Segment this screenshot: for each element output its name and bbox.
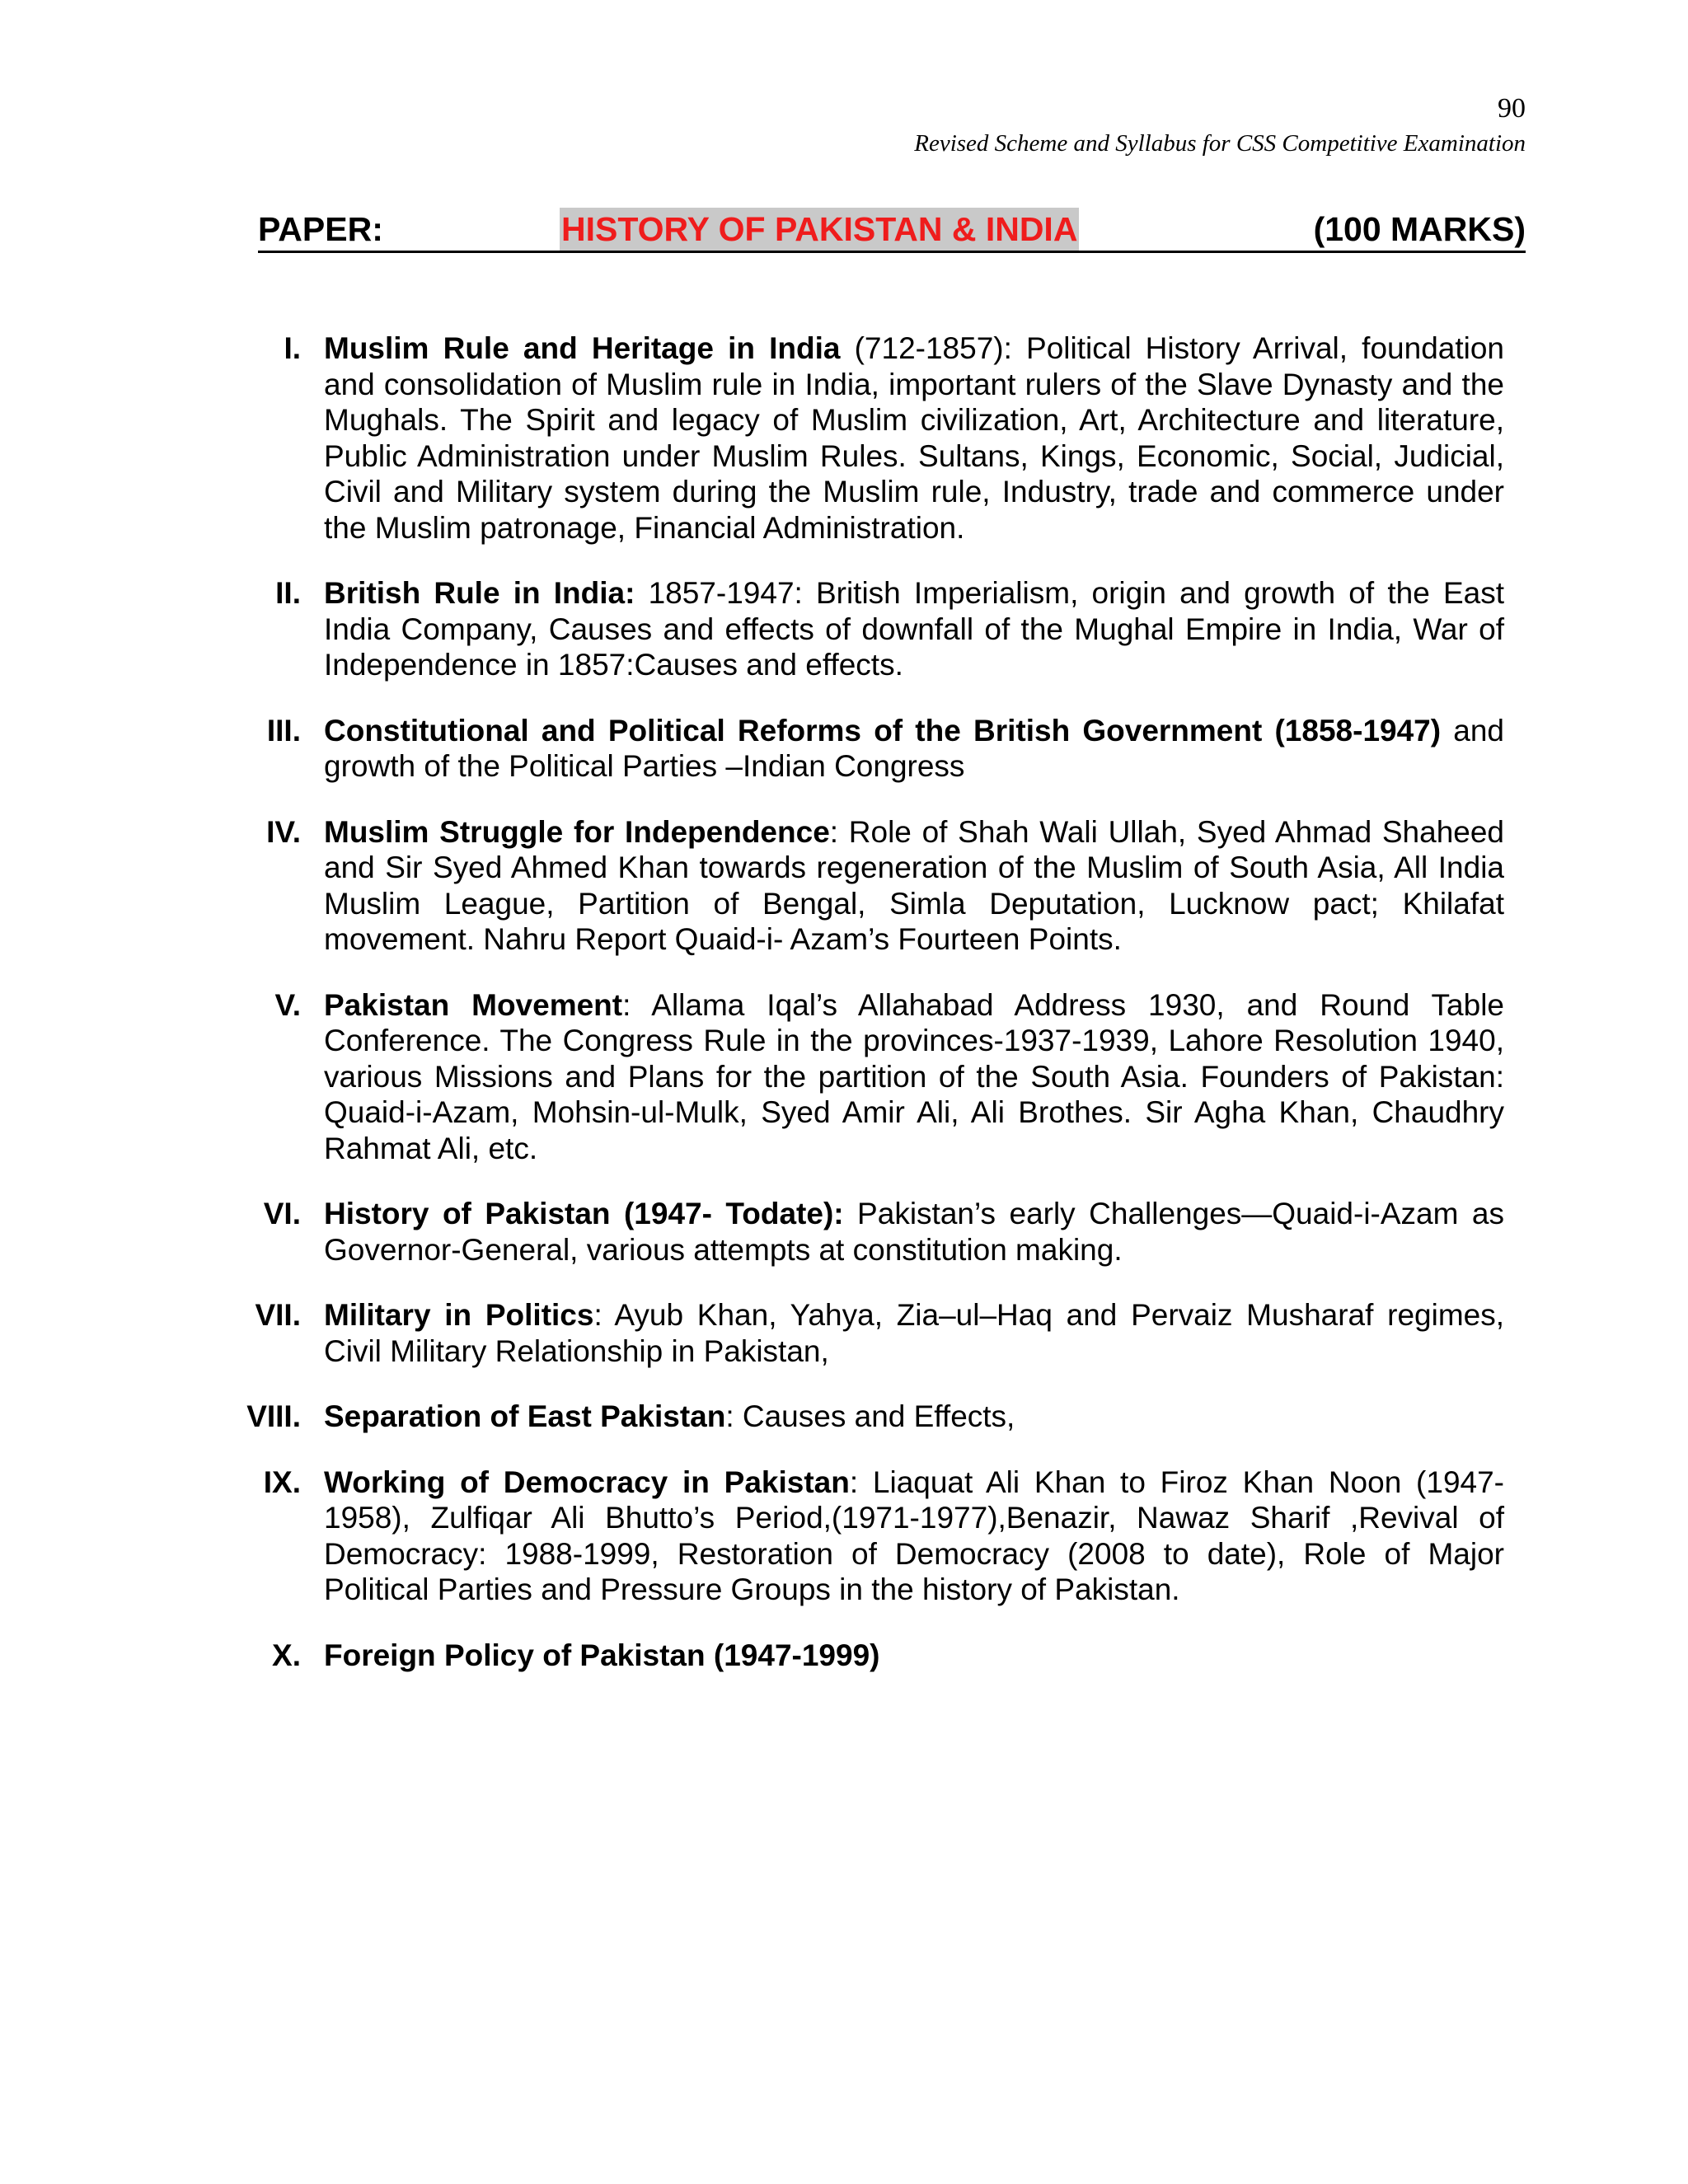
syllabus-list bbox=[0, 330, 1688, 1703]
item-title: Military in Politics bbox=[324, 1298, 594, 1332]
syllabus-item-10 bbox=[0, 1638, 1688, 1674]
item-number: X. bbox=[272, 1638, 301, 1672]
item-body bbox=[324, 987, 1504, 1167]
item-text: Pakistan’s early Challenges—Quaid-i-Azam as Governor-General, various attempts at constitution making. bbox=[324, 1197, 1504, 1267]
paper-title: HISTORY OF PAKISTAN & INDIA bbox=[560, 208, 1079, 251]
item-body bbox=[324, 1638, 1504, 1674]
item-title: Muslim Struggle for Independence bbox=[324, 814, 830, 849]
item-text: : Causes and Effects, bbox=[725, 1399, 1015, 1433]
syllabus-item-5 bbox=[0, 987, 1688, 1167]
item-text: (712-1857): Political History Arrival, foundation and consolidation of Muslim rule in India, important rulers of the Slave Dynasty and the Mughals. The Spirit and legacy of Muslim civilization, Art, Architecture and literature, Public Administration under Muslim Rules. Sultans, Kings, Economic, Social, Judicial, Civil and Military system during the Muslim rule, Industry, trade and commerce under the Muslim patronage, Financial Administration. bbox=[324, 331, 1505, 545]
item-body bbox=[324, 1399, 1504, 1435]
item-title: Foreign Policy of Pakistan (1947-1999) bbox=[324, 1638, 880, 1672]
item-text: : Liaquat Ali Khan to Firoz Khan Noon (1947-1958), Zulfiqar Ali Bhutto’s Period,(1971-1977),Benazir, Nawaz Sharif ,Revival of Democracy: 1988-1999, Restoration of Democracy (2008 to date), Role of Major Political Parties and Pressure Groups in the history of Pakistan. bbox=[324, 1465, 1504, 1606]
syllabus-item-7 bbox=[0, 1297, 1688, 1369]
syllabus-item-6 bbox=[0, 1196, 1688, 1268]
item-title: British Rule in India: bbox=[324, 576, 635, 610]
item-title: Constitutional and Political Reforms of the British Government (1858-1947) bbox=[324, 713, 1442, 748]
item-title: History of Pakistan (1947- Todate): bbox=[324, 1197, 844, 1230]
item-title: Separation of East Pakistan bbox=[324, 1399, 726, 1433]
item-body bbox=[324, 1297, 1504, 1369]
item-body bbox=[324, 814, 1504, 958]
item-body bbox=[324, 713, 1504, 785]
item-number: IV. bbox=[266, 814, 301, 849]
item-number: VII. bbox=[255, 1298, 301, 1332]
item-text: and growth of the Political Parties –Indian Congress bbox=[324, 713, 1505, 783]
item-number: I. bbox=[284, 331, 301, 365]
syllabus-item-3 bbox=[0, 713, 1688, 785]
paper-heading bbox=[258, 208, 1526, 253]
item-number: VIII. bbox=[246, 1399, 301, 1433]
item-text: 1857-1947: British Imperialism, origin and growth of the East India Company, Causes and effects of downfall of the Mughal Empire in India, War of Independence in 1857:Causes and effects. bbox=[324, 576, 1504, 682]
item-title: Pakistan Movement bbox=[324, 987, 623, 1022]
paper-marks: (100 MARKS) bbox=[1313, 210, 1526, 248]
syllabus-item-1 bbox=[0, 330, 1688, 546]
syllabus-item-2 bbox=[0, 575, 1688, 683]
item-body bbox=[324, 1465, 1504, 1608]
item-text: : Allama Iqal’s Allahabad Address 1930, and Round Table Conference. The Congress Rule in the provinces-1937-1939, Lahore Resolution 1940, various Missions and Plans for the partition of the South Asia. Founders of Pakistan: Quaid-i-Azam, Mohsin-ul-Mulk, Syed Amir Ali, Ali Brothes. Sir Agha Khan, Chaudhry Rahmat Ali, etc. bbox=[324, 987, 1504, 1165]
syllabus-item-9 bbox=[0, 1465, 1688, 1608]
item-number: IX. bbox=[263, 1465, 301, 1499]
syllabus-item-4 bbox=[0, 814, 1688, 958]
syllabus-item-8 bbox=[0, 1399, 1688, 1435]
page-number: 90 bbox=[1498, 93, 1526, 124]
item-number: II. bbox=[275, 576, 301, 610]
item-number: V. bbox=[274, 987, 301, 1022]
item-title: Working of Democracy in Pakistan bbox=[324, 1465, 850, 1499]
item-body bbox=[324, 1196, 1504, 1268]
item-text: : Role of Shah Wali Ullah, Syed Ahmad Shaheed and Sir Syed Ahmed Khan towards regeneration of the Muslim of South Asia, All India Muslim League, Partition of Bengal, Simla Deputation, Lucknow pact; Khilafat movement. Nahru Report Quaid-i- Azam’s Fourteen Points. bbox=[324, 814, 1505, 956]
item-text: : Ayub Khan, Yahya, Zia–ul–Haq and Pervaiz Musharaf regimes, Civil Military Relationship in Pakistan, bbox=[324, 1298, 1504, 1368]
running-header: Revised Scheme and Syllabus for CSS Competitive Examination bbox=[914, 130, 1526, 157]
item-body bbox=[324, 575, 1504, 683]
item-number: VI. bbox=[263, 1197, 301, 1230]
item-body bbox=[324, 330, 1504, 546]
paper-label: PAPER: bbox=[258, 210, 383, 248]
item-title: Muslim Rule and Heritage in India bbox=[324, 331, 841, 365]
item-number: III. bbox=[266, 713, 301, 748]
